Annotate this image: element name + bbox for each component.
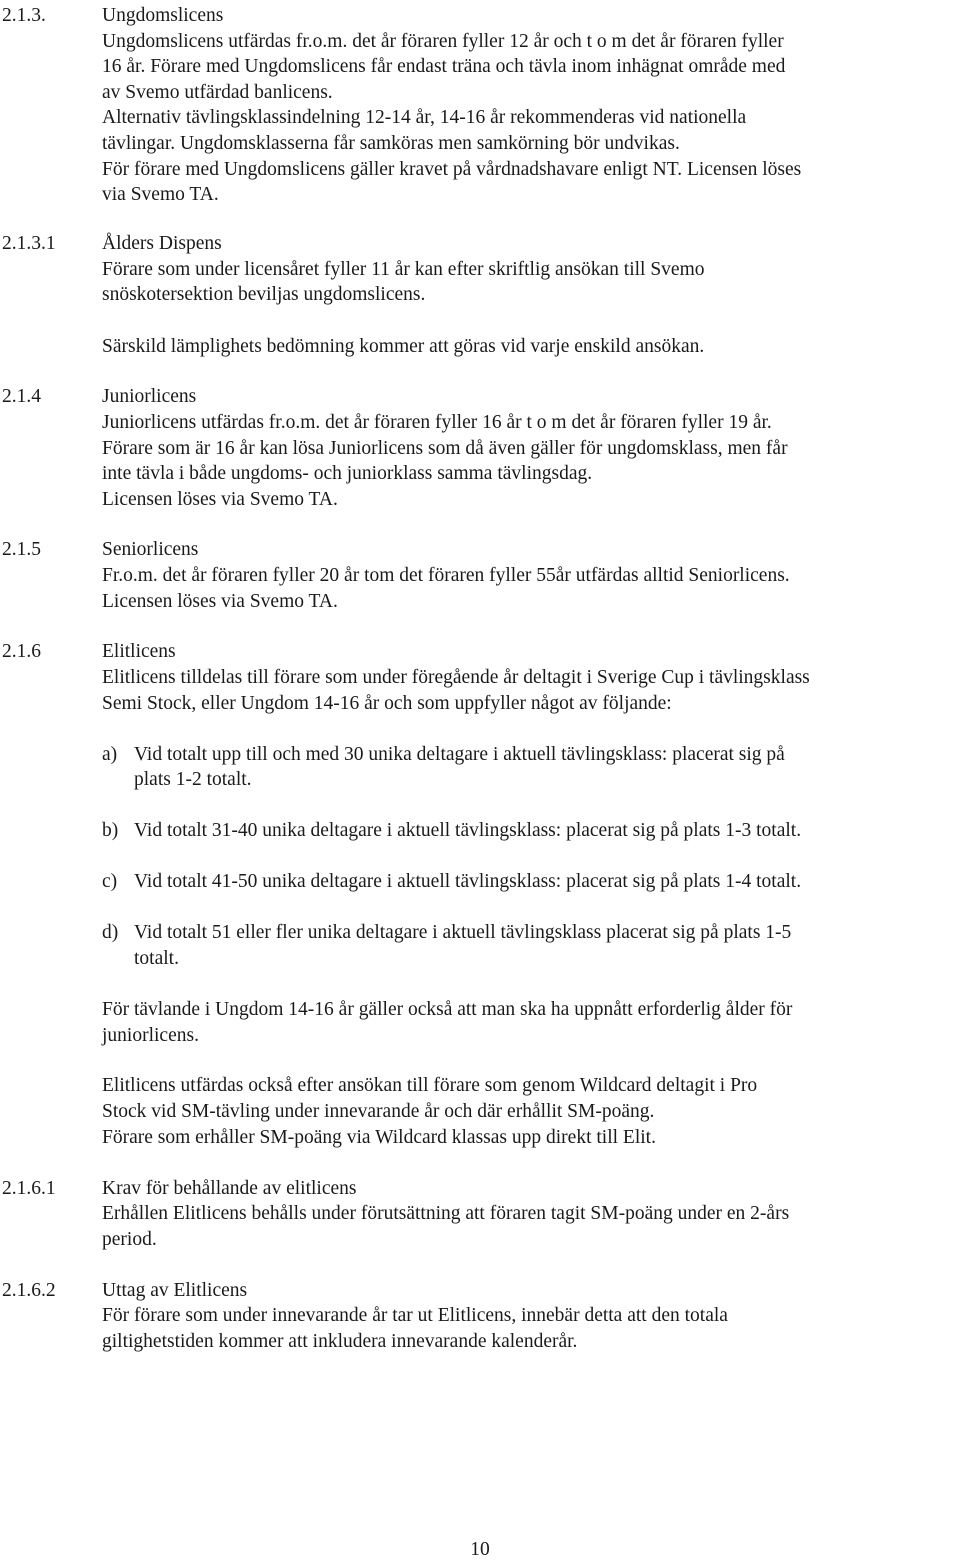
section-heading: Ålders Dispens (102, 233, 222, 254)
paragraph-line: av Svemo utfärdad banlicens. (102, 82, 333, 103)
paragraph-line: Semi Stock, eller Ungdom 14-16 år och som uppfyller något av följande: (102, 693, 672, 714)
list-item-text: plats 1-2 totalt. (134, 769, 252, 790)
list-item-text: totalt. (134, 948, 179, 969)
paragraph-line: Särskild lämplighets bedömning kommer att göras vid varje enskild ansökan. (102, 336, 705, 357)
section-number: 2.1.3. (2, 5, 46, 26)
paragraph-line: Elitlicens utfärdas också efter ansökan till förare som genom Wildcard deltagit i Pro (102, 1075, 758, 1096)
page-number: 10 (470, 1539, 490, 1560)
paragraph-line: inte tävla i både ungdoms- och juniorklass samma tävlingsdag. (102, 463, 593, 484)
section-heading: Seniorlicens (102, 539, 199, 560)
paragraph-line: Licensen löses via Svemo TA. (102, 591, 338, 612)
paragraph-line: Alternativ tävlingsklassindelning 12-14 år, 14-16 år rekommenderas vid nationella (102, 107, 747, 128)
paragraph-line: Ungdomslicens utfärdas fr.o.m. det år föraren fyller 12 år och t o m det år föraren fyller (102, 31, 784, 52)
list-item-label: c) (102, 871, 118, 892)
list-item-label: a) (102, 744, 118, 765)
paragraph-line: Juniorlicens utfärdas fr.o.m. det år föraren fyller 16 år t o m det år föraren fyller 19 år. (102, 412, 772, 433)
section-number: 2.1.4 (2, 386, 41, 407)
paragraph-line: Förare som erhåller SM-poäng via Wildcard klassas upp direkt till Elit. (102, 1127, 656, 1148)
section-heading: Ungdomslicens (102, 5, 224, 26)
section-heading: Juniorlicens (102, 386, 197, 407)
paragraph-line: Fr.o.m. det år föraren fyller 20 år tom det föraren fyller 55år utfärdas alltid Seniorlicens. (102, 565, 790, 586)
section-number: 2.1.6.2 (2, 1280, 56, 1301)
paragraph-line: Förare som är 16 år kan lösa Juniorlicens som då även gäller för ungdomsklass, men får (102, 438, 788, 459)
paragraph-line: För förare med Ungdomslicens gäller kravet på vårdnadshavare enligt NT. Licensen löses (102, 159, 802, 180)
list-item-text: Vid totalt upp till och med 30 unika deltagare i aktuell tävlingsklass: placerat sig på (134, 744, 785, 765)
section-number: 2.1.6 (2, 641, 41, 662)
list-item-text: Vid totalt 41-50 unika deltagare i aktuell tävlingsklass: placerat sig på plats 1-4 totalt. (134, 871, 802, 892)
section-heading: Elitlicens (102, 641, 176, 662)
paragraph-line: tävlingar. Ungdomsklasserna får samköras men samkörning bör undvikas. (102, 133, 680, 154)
section-number: 2.1.6.1 (2, 1178, 56, 1199)
list-item-text: Vid totalt 31-40 unika deltagare i aktuell tävlingsklass: placerat sig på plats 1-3 totalt. (134, 820, 802, 841)
paragraph-line: Erhållen Elitlicens behålls under förutsättning att föraren tagit SM-poäng under en 2-års (102, 1203, 790, 1224)
list-item-label: b) (102, 820, 119, 841)
paragraph-line: via Svemo TA. (102, 184, 219, 205)
paragraph-line: 16 år. Förare med Ungdomslicens får endast träna och tävla inom inhägnat område med (102, 56, 786, 77)
paragraph-line: För tävlande i Ungdom 14-16 år gäller också att man ska ha uppnått erforderlig ålder för (102, 999, 793, 1020)
paragraph-line: juniorlicens. (102, 1025, 199, 1046)
paragraph-line: Elitlicens tilldelas till förare som under föregående år deltagit i Sverige Cup i tävlingsklass (102, 667, 810, 688)
paragraph-line: Licensen löses via Svemo TA. (102, 489, 338, 510)
paragraph-line: Stock vid SM-tävling under innevarande år och där erhållit SM-poäng. (102, 1101, 655, 1122)
paragraph-line: snöskotersektion beviljas ungdomslicens. (102, 284, 426, 305)
list-item-text: Vid totalt 51 eller fler unika deltagare i aktuell tävlingsklass placerat sig på plats 1-5 (134, 922, 792, 943)
section-number: 2.1.5 (2, 539, 41, 560)
paragraph-line: giltighetstiden kommer att inkludera innevarande kalenderår. (102, 1331, 578, 1352)
section-heading: Krav för behållande av elitlicens (102, 1178, 357, 1199)
list-item-label: d) (102, 922, 119, 943)
paragraph-line: period. (102, 1229, 157, 1250)
section-heading: Uttag av Elitlicens (102, 1280, 248, 1301)
paragraph-line: Förare som under licensåret fyller 11 år kan efter skriftlig ansökan till Svemo (102, 259, 705, 280)
paragraph-line: För förare som under innevarande år tar ut Elitlicens, innebär detta att den totala (102, 1305, 728, 1326)
section-number: 2.1.3.1 (2, 233, 56, 254)
